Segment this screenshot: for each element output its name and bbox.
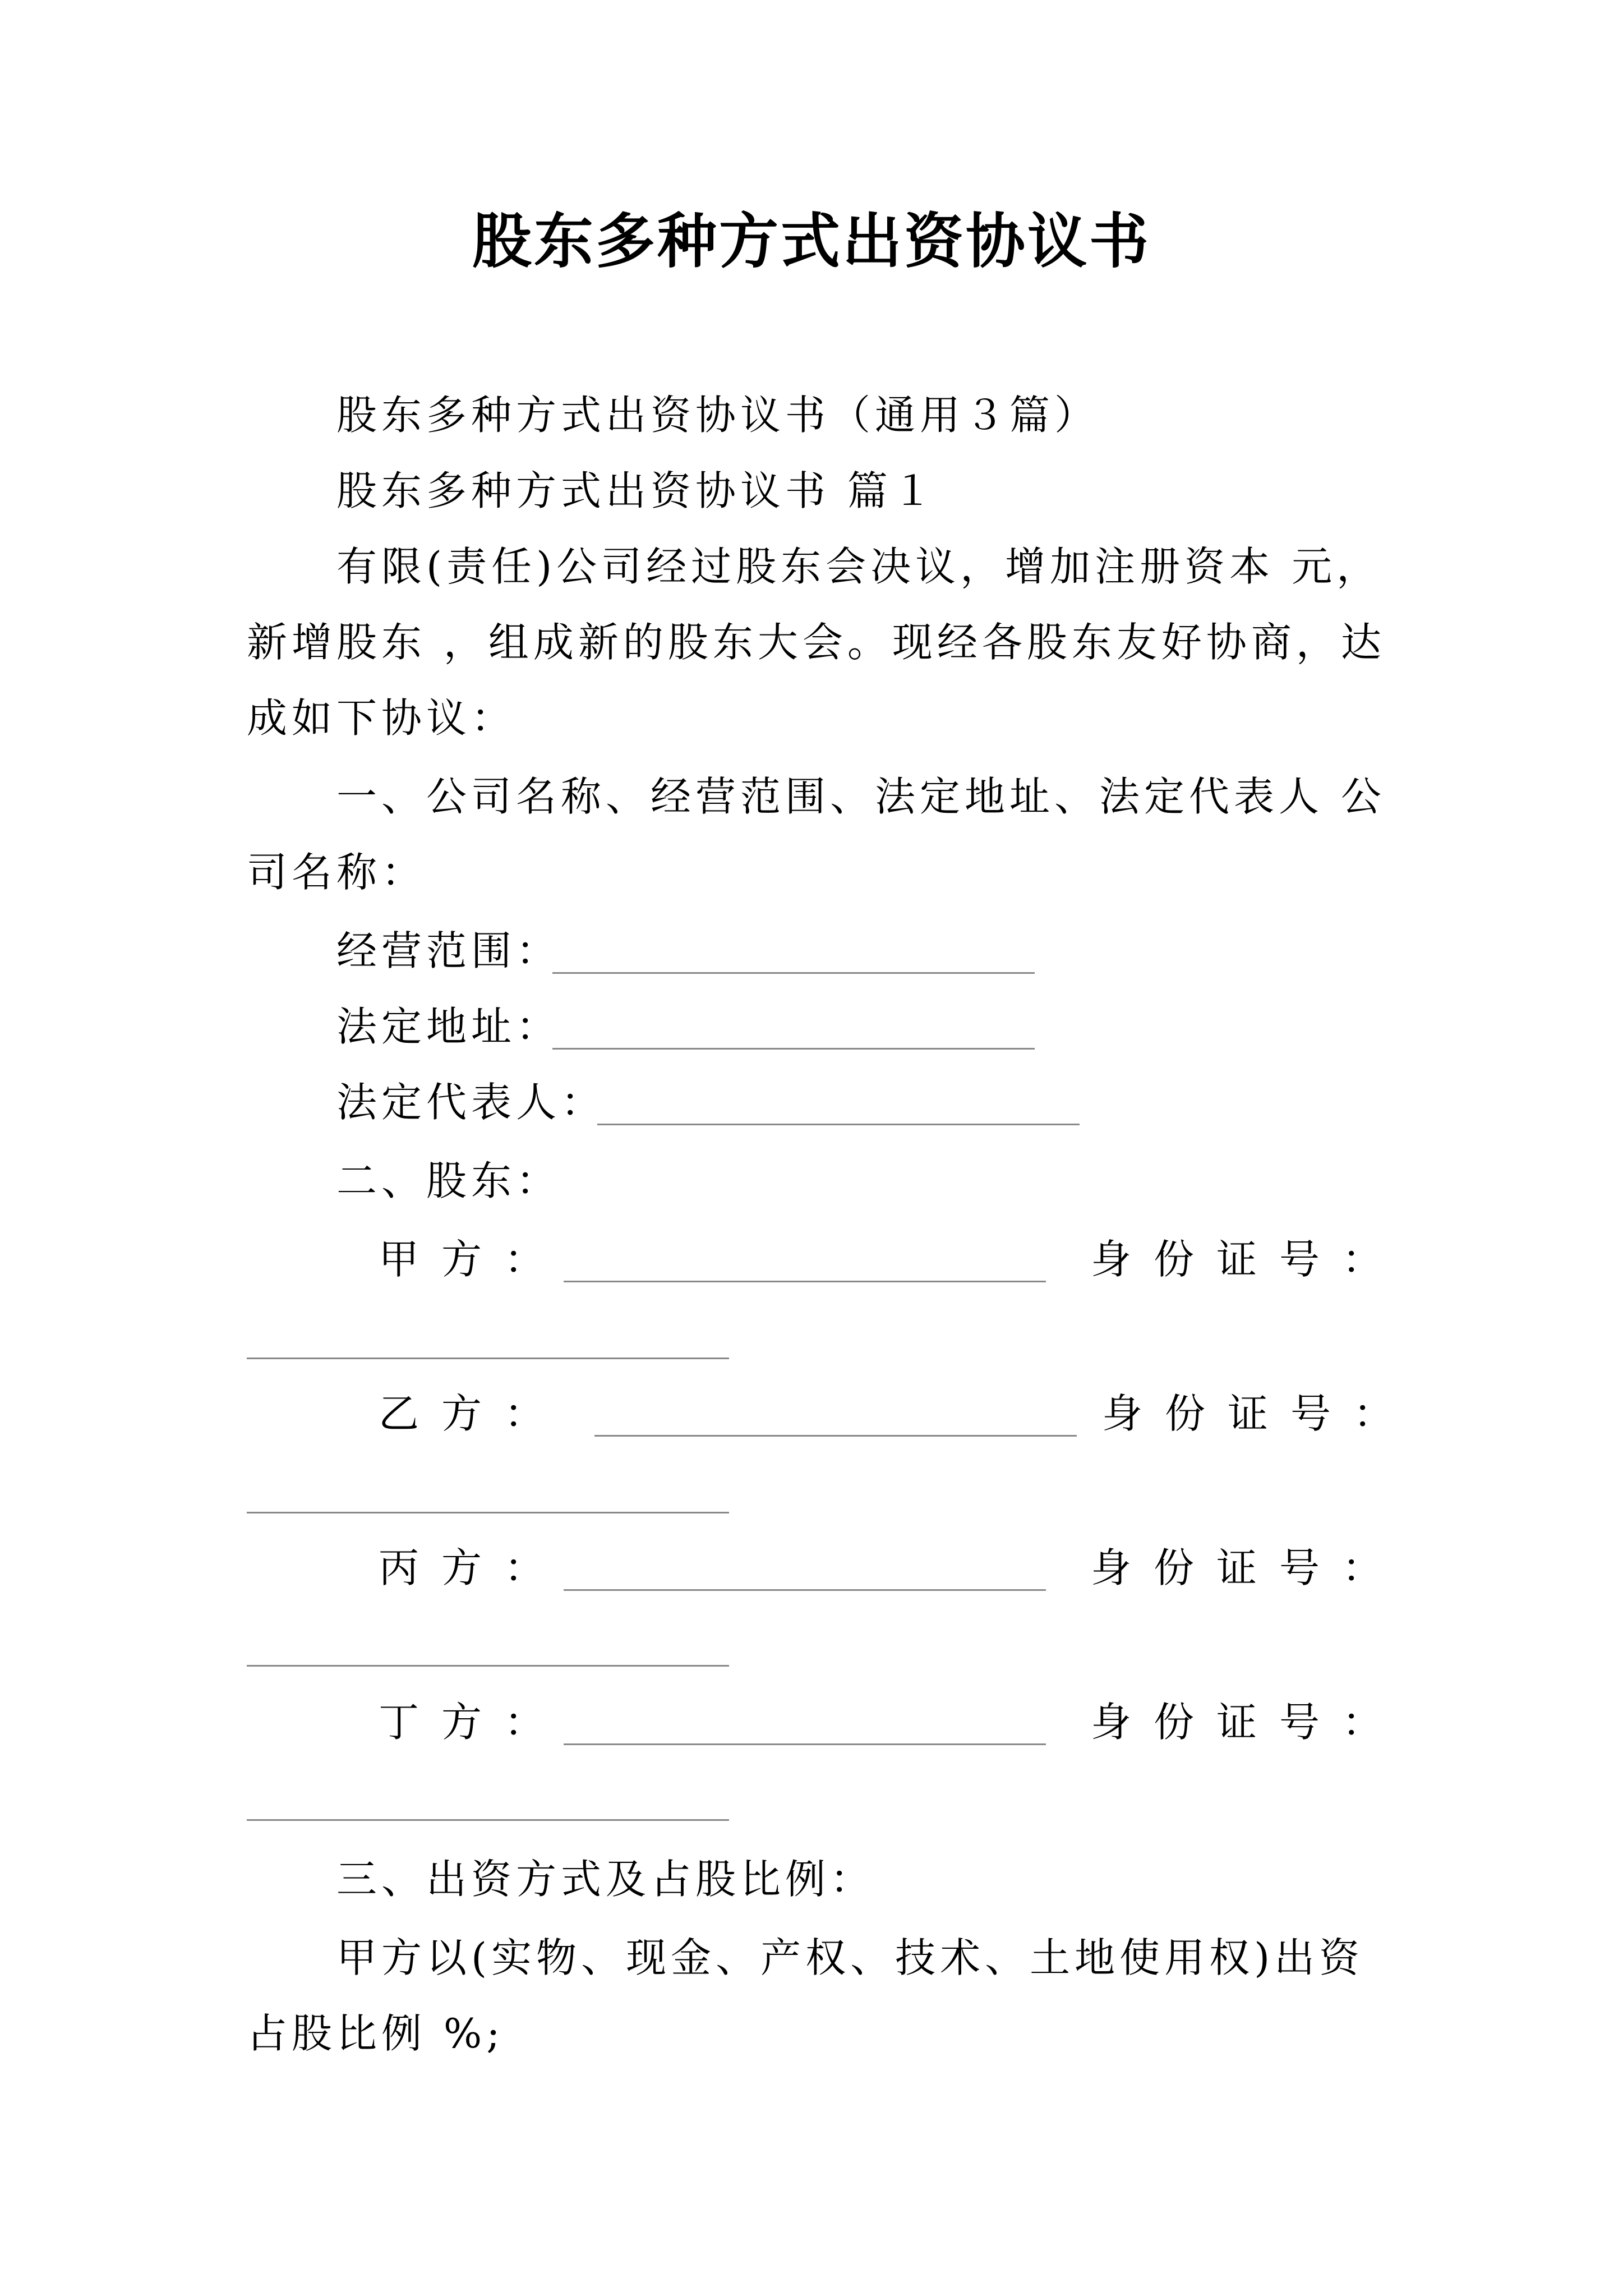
legal-address-label: 法定地址： <box>336 1003 561 1050</box>
shareholder-b-id-blank <box>247 1512 729 1513</box>
legal-rep-label: 法定代表人： <box>336 1079 606 1126</box>
shareholder-d-label: 丁方： <box>379 1699 568 1746</box>
document-title: 股东多种方式出资协议书 <box>472 206 1151 276</box>
shareholder-c-label: 丙方： <box>379 1544 568 1591</box>
shareholder-a-label: 甲方： <box>379 1236 568 1283</box>
contribution-line-1: 甲方以(实物、现金、产权、技术、土地使用权)出资 <box>336 1934 1364 1981</box>
intro-paragraph-line-3: 成如下协议： <box>247 694 517 742</box>
intro-paragraph-line-2: 新增股东 ，组成新的股东大会。现经各股东友好协商，达 <box>247 619 1386 666</box>
document-subtitle: 股东多种方式出资协议书（通用３篇） <box>336 392 1100 439</box>
section-1-line-2: 司名称： <box>247 849 427 896</box>
shareholder-c-id-blank <box>247 1665 729 1667</box>
section-1-line-1: 一、公司名称、经营范围、法定地址、法定代表人 公 <box>336 773 1386 820</box>
shareholder-d-id-blank <box>247 1819 729 1821</box>
shareholder-d-name-blank <box>564 1743 1046 1745</box>
shareholder-a-name-blank <box>564 1281 1046 1282</box>
shareholder-b-id-label: 身份证号： <box>1102 1390 1417 1437</box>
business-scope-label: 经营范围： <box>336 927 561 974</box>
shareholder-d-id-label: 身份证号： <box>1091 1699 1405 1746</box>
shareholder-c-id-label: 身份证号： <box>1091 1544 1405 1591</box>
business-scope-blank <box>552 972 1035 974</box>
shareholder-a-id-blank <box>247 1358 729 1359</box>
shareholder-b-label: 乙方： <box>379 1390 568 1437</box>
section-3-heading: 三、出资方式及占股比例： <box>336 1856 875 1903</box>
legal-address-blank <box>552 1048 1035 1050</box>
intro-paragraph-line-1: 有限(责任)公司经过股东会决议，增加注册资本 元， <box>336 543 1382 590</box>
part-heading: 股东多种方式出资协议书 篇１ <box>336 467 937 514</box>
shareholder-a-id-label: 身份证号： <box>1091 1236 1405 1283</box>
shareholder-c-name-blank <box>564 1589 1046 1591</box>
contribution-line-2: 占股比例 %; <box>247 2010 505 2057</box>
shareholder-b-name-blank <box>594 1435 1077 1437</box>
legal-rep-blank <box>597 1124 1080 1125</box>
section-2-heading: 二、股东： <box>336 1157 561 1204</box>
